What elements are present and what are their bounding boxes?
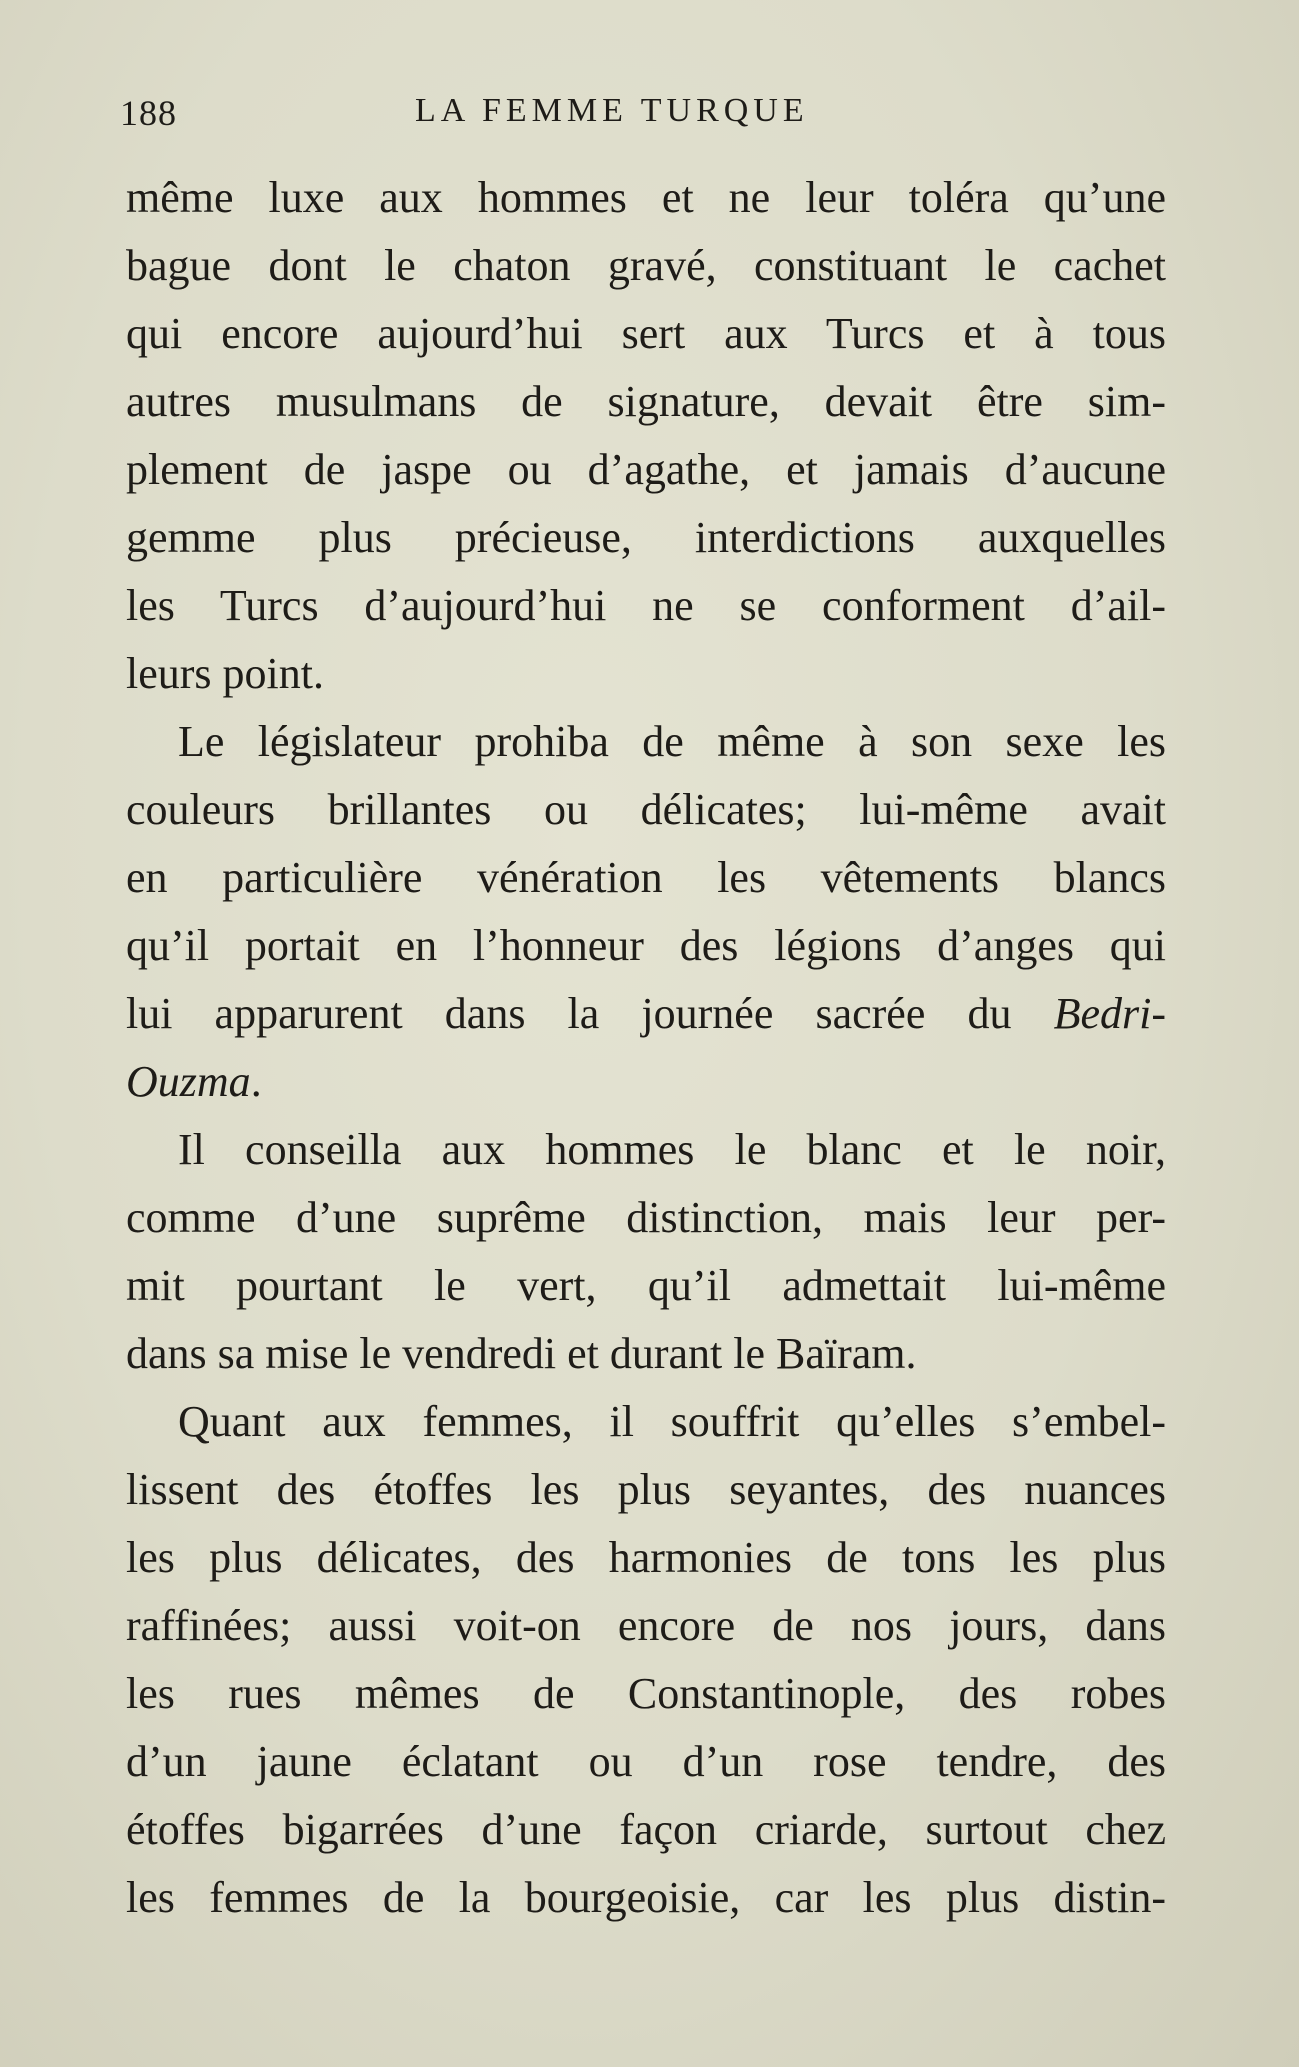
paragraph-2	[126, 708, 1166, 1116]
paragraph-4	[126, 1388, 1166, 1932]
text-line: en particulière vénération les vêtements blancs	[126, 853, 1166, 902]
text-line: bague dont le chaton gravé, constituant le cachet	[126, 241, 1166, 290]
text-line: Le législateur prohiba de même à son sexe les	[178, 717, 1166, 766]
running-title: LA FEMME TURQUE	[415, 92, 809, 129]
text-line: qu’il portait en l’honneur des légions d’anges qui	[126, 921, 1166, 970]
text-line: raffinées; aussi voit-on encore de nos jours, dans	[126, 1601, 1166, 1650]
text-line: mit pourtant le vert, qu’il admettait lui-même	[126, 1261, 1166, 1310]
text-line: même luxe aux hommes et ne leur toléra qu’une	[126, 173, 1166, 222]
paragraph-3	[126, 1116, 1166, 1388]
text-line-with-italic	[126, 1048, 1166, 1116]
page-header	[120, 92, 1170, 142]
text-line: gemme plus précieuse, interdictions auxquelles	[126, 513, 1166, 562]
italic-term: Ouzma	[126, 1057, 251, 1106]
text-line: lissent des étoffes les plus seyantes, des nuances	[126, 1465, 1166, 1514]
text-line: dans sa mise le vendredi et durant le Baïram.	[126, 1329, 917, 1378]
text-line: étoffes bigarrées d’une façon criarde, surtout chez	[126, 1805, 1166, 1854]
body-text	[126, 164, 1166, 1932]
text-line: les Turcs d’aujourd’hui ne se conforment d’ail-	[126, 581, 1166, 630]
text-line: d’un jaune éclatant ou d’un rose tendre, des	[126, 1737, 1166, 1786]
text-line: qui encore aujourd’hui sert aux Turcs et à tous	[126, 309, 1166, 358]
text-line-segment: lui apparurent dans la journée sacrée du	[126, 989, 1054, 1038]
text-line: couleurs brillantes ou délicates; lui-même avait	[126, 785, 1166, 834]
text-line: les femmes de la bourgeoisie, car les plus distin-	[126, 1873, 1166, 1922]
text-line: Quant aux femmes, il souffrit qu’elles s’embel-	[178, 1397, 1166, 1446]
text-line: comme d’une suprême distinction, mais leur per-	[126, 1193, 1166, 1242]
paragraph-1	[126, 164, 1166, 708]
text-line: autres musulmans de signature, devait être sim-	[126, 377, 1166, 426]
page-number: 188	[120, 93, 177, 133]
italic-term: Bedri-	[1053, 989, 1166, 1038]
text-line: les rues mêmes de Constantinople, des robes	[126, 1669, 1166, 1718]
text-line-with-italic	[126, 980, 1166, 1048]
text-line: Il conseilla aux hommes le blanc et le noir,	[178, 1125, 1166, 1174]
text-line: plement de jaspe ou d’agathe, et jamais d’aucune	[126, 445, 1166, 494]
text-line: leurs point.	[126, 649, 324, 698]
text-line: les plus délicates, des harmonies de tons les plus	[126, 1533, 1166, 1582]
text-line-segment: .	[250, 1057, 262, 1106]
